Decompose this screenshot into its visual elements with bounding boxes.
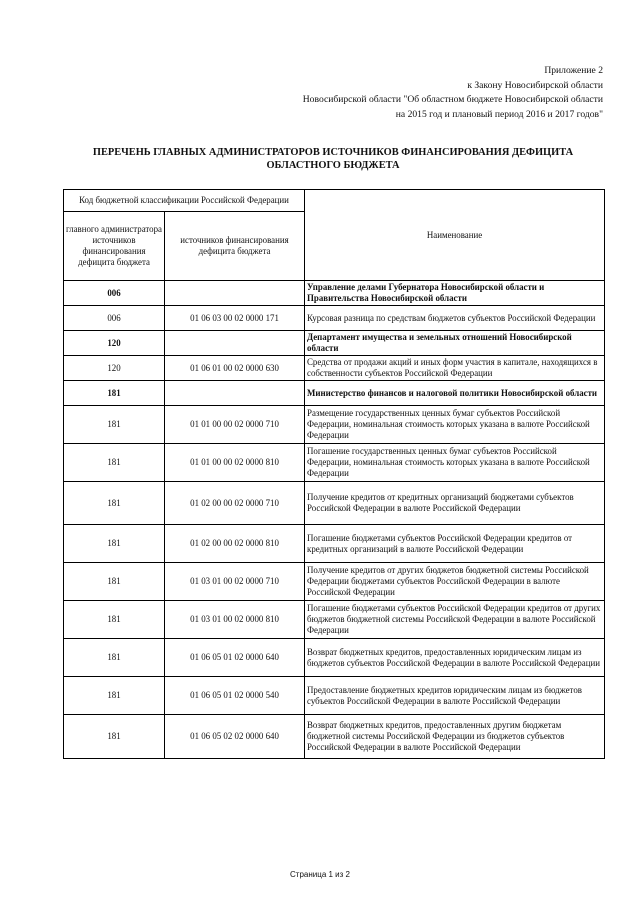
name-cell: Управление делами Губернатора Новосибирской области и Правительства Новосибирской области bbox=[305, 281, 605, 306]
name-cell: Возврат бюджетных кредитов, предоставленных юридическим лицам из бюджетов субъектов Российской Федерации в валюте Российской Федерации bbox=[305, 639, 605, 677]
page-footer: Страница 1 из 2 bbox=[290, 870, 350, 879]
admin-code-cell: 181 bbox=[64, 482, 165, 525]
name-cell: Погашение государственных ценных бумаг субъектов Российской Федерации, номинальная стоимость которых указана в валюте Российской Федерации bbox=[305, 444, 605, 482]
title-line-2: ОБЛАСТНОГО БЮДЖЕТА bbox=[266, 160, 400, 171]
source-code-cell: 01 03 01 00 02 0000 810 bbox=[165, 601, 305, 639]
name-cell: Получение кредитов от кредитных организаций бюджетами субъектов Российской Федерации в валюте Российской Федерации bbox=[305, 482, 605, 525]
source-code-cell: 01 06 05 02 02 0000 640 bbox=[165, 715, 305, 759]
table-row bbox=[64, 715, 605, 759]
table-row bbox=[64, 381, 605, 406]
source-code-cell: 01 03 01 00 02 0000 710 bbox=[165, 563, 305, 601]
name-cell: Департамент имущества и земельных отношений Новосибирской области bbox=[305, 331, 605, 356]
source-code-cell: 01 02 00 00 02 0000 810 bbox=[165, 525, 305, 563]
source-code-cell: 01 01 00 00 02 0000 810 bbox=[165, 444, 305, 482]
admin-code-cell: 181 bbox=[64, 381, 165, 406]
table-row bbox=[64, 563, 605, 601]
table-row bbox=[64, 406, 605, 444]
table-body bbox=[64, 281, 605, 759]
appendix-line: на 2015 год и плановый период 2016 и 2017 годов" bbox=[395, 108, 603, 120]
administrators-table bbox=[63, 189, 605, 759]
admin-code-cell: 181 bbox=[64, 601, 165, 639]
name-cell: Получение кредитов от других бюджетов бюджетной системы Российской Федерации бюджетами субъектов Российской Федерации в валюте Российской Федерации bbox=[305, 563, 605, 601]
table-row bbox=[64, 677, 605, 715]
name-cell: Погашение бюджетами субъектов Российской Федерации кредитов от кредитных организаций в валюте Российской Федерации bbox=[305, 525, 605, 563]
source-code-cell bbox=[165, 381, 305, 406]
appendix-block bbox=[183, 64, 603, 122]
source-code-cell bbox=[165, 331, 305, 356]
header-admin: главного администратора источников финансирования дефицита бюджета bbox=[64, 212, 165, 281]
table-row bbox=[64, 331, 605, 356]
title-line-1: ПЕРЕЧЕНЬ ГЛАВНЫХ АДМИНИСТРАТОРОВ ИСТОЧНИКОВ ФИНАНСИРОВАНИЯ ДЕФИЦИТА bbox=[92, 147, 574, 158]
table-row bbox=[64, 444, 605, 482]
name-cell: Средства от продажи акций и иных форм участия в капитале, находящихся в собственности субъектов Российской Федерации bbox=[305, 356, 605, 381]
admin-code-cell: 181 bbox=[64, 715, 165, 759]
source-code-cell: 01 06 05 01 02 0000 640 bbox=[165, 639, 305, 677]
admin-code-cell: 120 bbox=[64, 331, 165, 356]
name-cell: Возврат бюджетных кредитов, предоставленных другим бюджетам бюджетной системы Российской Федерации из бюджетов субъектов Российской Федерации в валюте Российской Федерации bbox=[305, 715, 605, 759]
admin-code-cell: 120 bbox=[64, 356, 165, 381]
table-row bbox=[64, 601, 605, 639]
admin-code-cell: 181 bbox=[64, 639, 165, 677]
table-row bbox=[64, 281, 605, 306]
header-code-group: Код бюджетной классификации Российской Федерации bbox=[64, 190, 305, 212]
admin-code-cell: 181 bbox=[64, 444, 165, 482]
source-code-cell: 01 02 00 00 02 0000 710 bbox=[165, 482, 305, 525]
source-code-cell bbox=[165, 281, 305, 306]
admin-code-cell: 181 bbox=[64, 677, 165, 715]
appendix-line: Приложение 2 bbox=[544, 65, 603, 76]
admin-code-cell: 006 bbox=[64, 281, 165, 306]
document-title bbox=[63, 146, 603, 172]
source-code-cell: 01 06 05 01 02 0000 540 bbox=[165, 677, 305, 715]
table-row bbox=[64, 482, 605, 525]
name-cell: Предоставление бюджетных кредитов юридическим лицам из бюджетов субъектов Российской Федерации в валюте Российской Федерации bbox=[305, 677, 605, 715]
admin-code-cell: 006 bbox=[64, 306, 165, 331]
source-code-cell: 01 06 03 00 02 0000 171 bbox=[165, 306, 305, 331]
admin-code-cell: 181 bbox=[64, 563, 165, 601]
name-cell: Курсовая разница по средствам бюджетов субъектов Российской Федерации bbox=[305, 306, 605, 331]
admin-code-cell: 181 bbox=[64, 406, 165, 444]
table-row bbox=[64, 639, 605, 677]
appendix-line: к Закону Новосибирской области bbox=[467, 79, 603, 91]
source-code-cell: 01 06 01 00 02 0000 630 bbox=[165, 356, 305, 381]
name-cell: Размещение государственных ценных бумаг субъектов Российской Федерации, номинальная стоимость которых указана в валюте Российской Федерации bbox=[305, 406, 605, 444]
table-row bbox=[64, 306, 605, 331]
table-row bbox=[64, 356, 605, 381]
name-cell: Министерство финансов и налоговой политики Новосибирской области bbox=[305, 381, 605, 406]
header-source: источников финансирования дефицита бюджета bbox=[165, 212, 305, 281]
table-row bbox=[64, 525, 605, 563]
admin-code-cell: 181 bbox=[64, 525, 165, 563]
source-code-cell: 01 01 00 00 02 0000 710 bbox=[165, 406, 305, 444]
header-name: Наименование bbox=[305, 190, 605, 281]
appendix-line: Новосибирской области "Об областном бюджете Новосибирской области bbox=[302, 94, 603, 105]
name-cell: Погашение бюджетами субъектов Российской Федерации кредитов от других бюджетов бюджетной системы Российской Федерации в валюте Российской Федерации bbox=[305, 601, 605, 639]
